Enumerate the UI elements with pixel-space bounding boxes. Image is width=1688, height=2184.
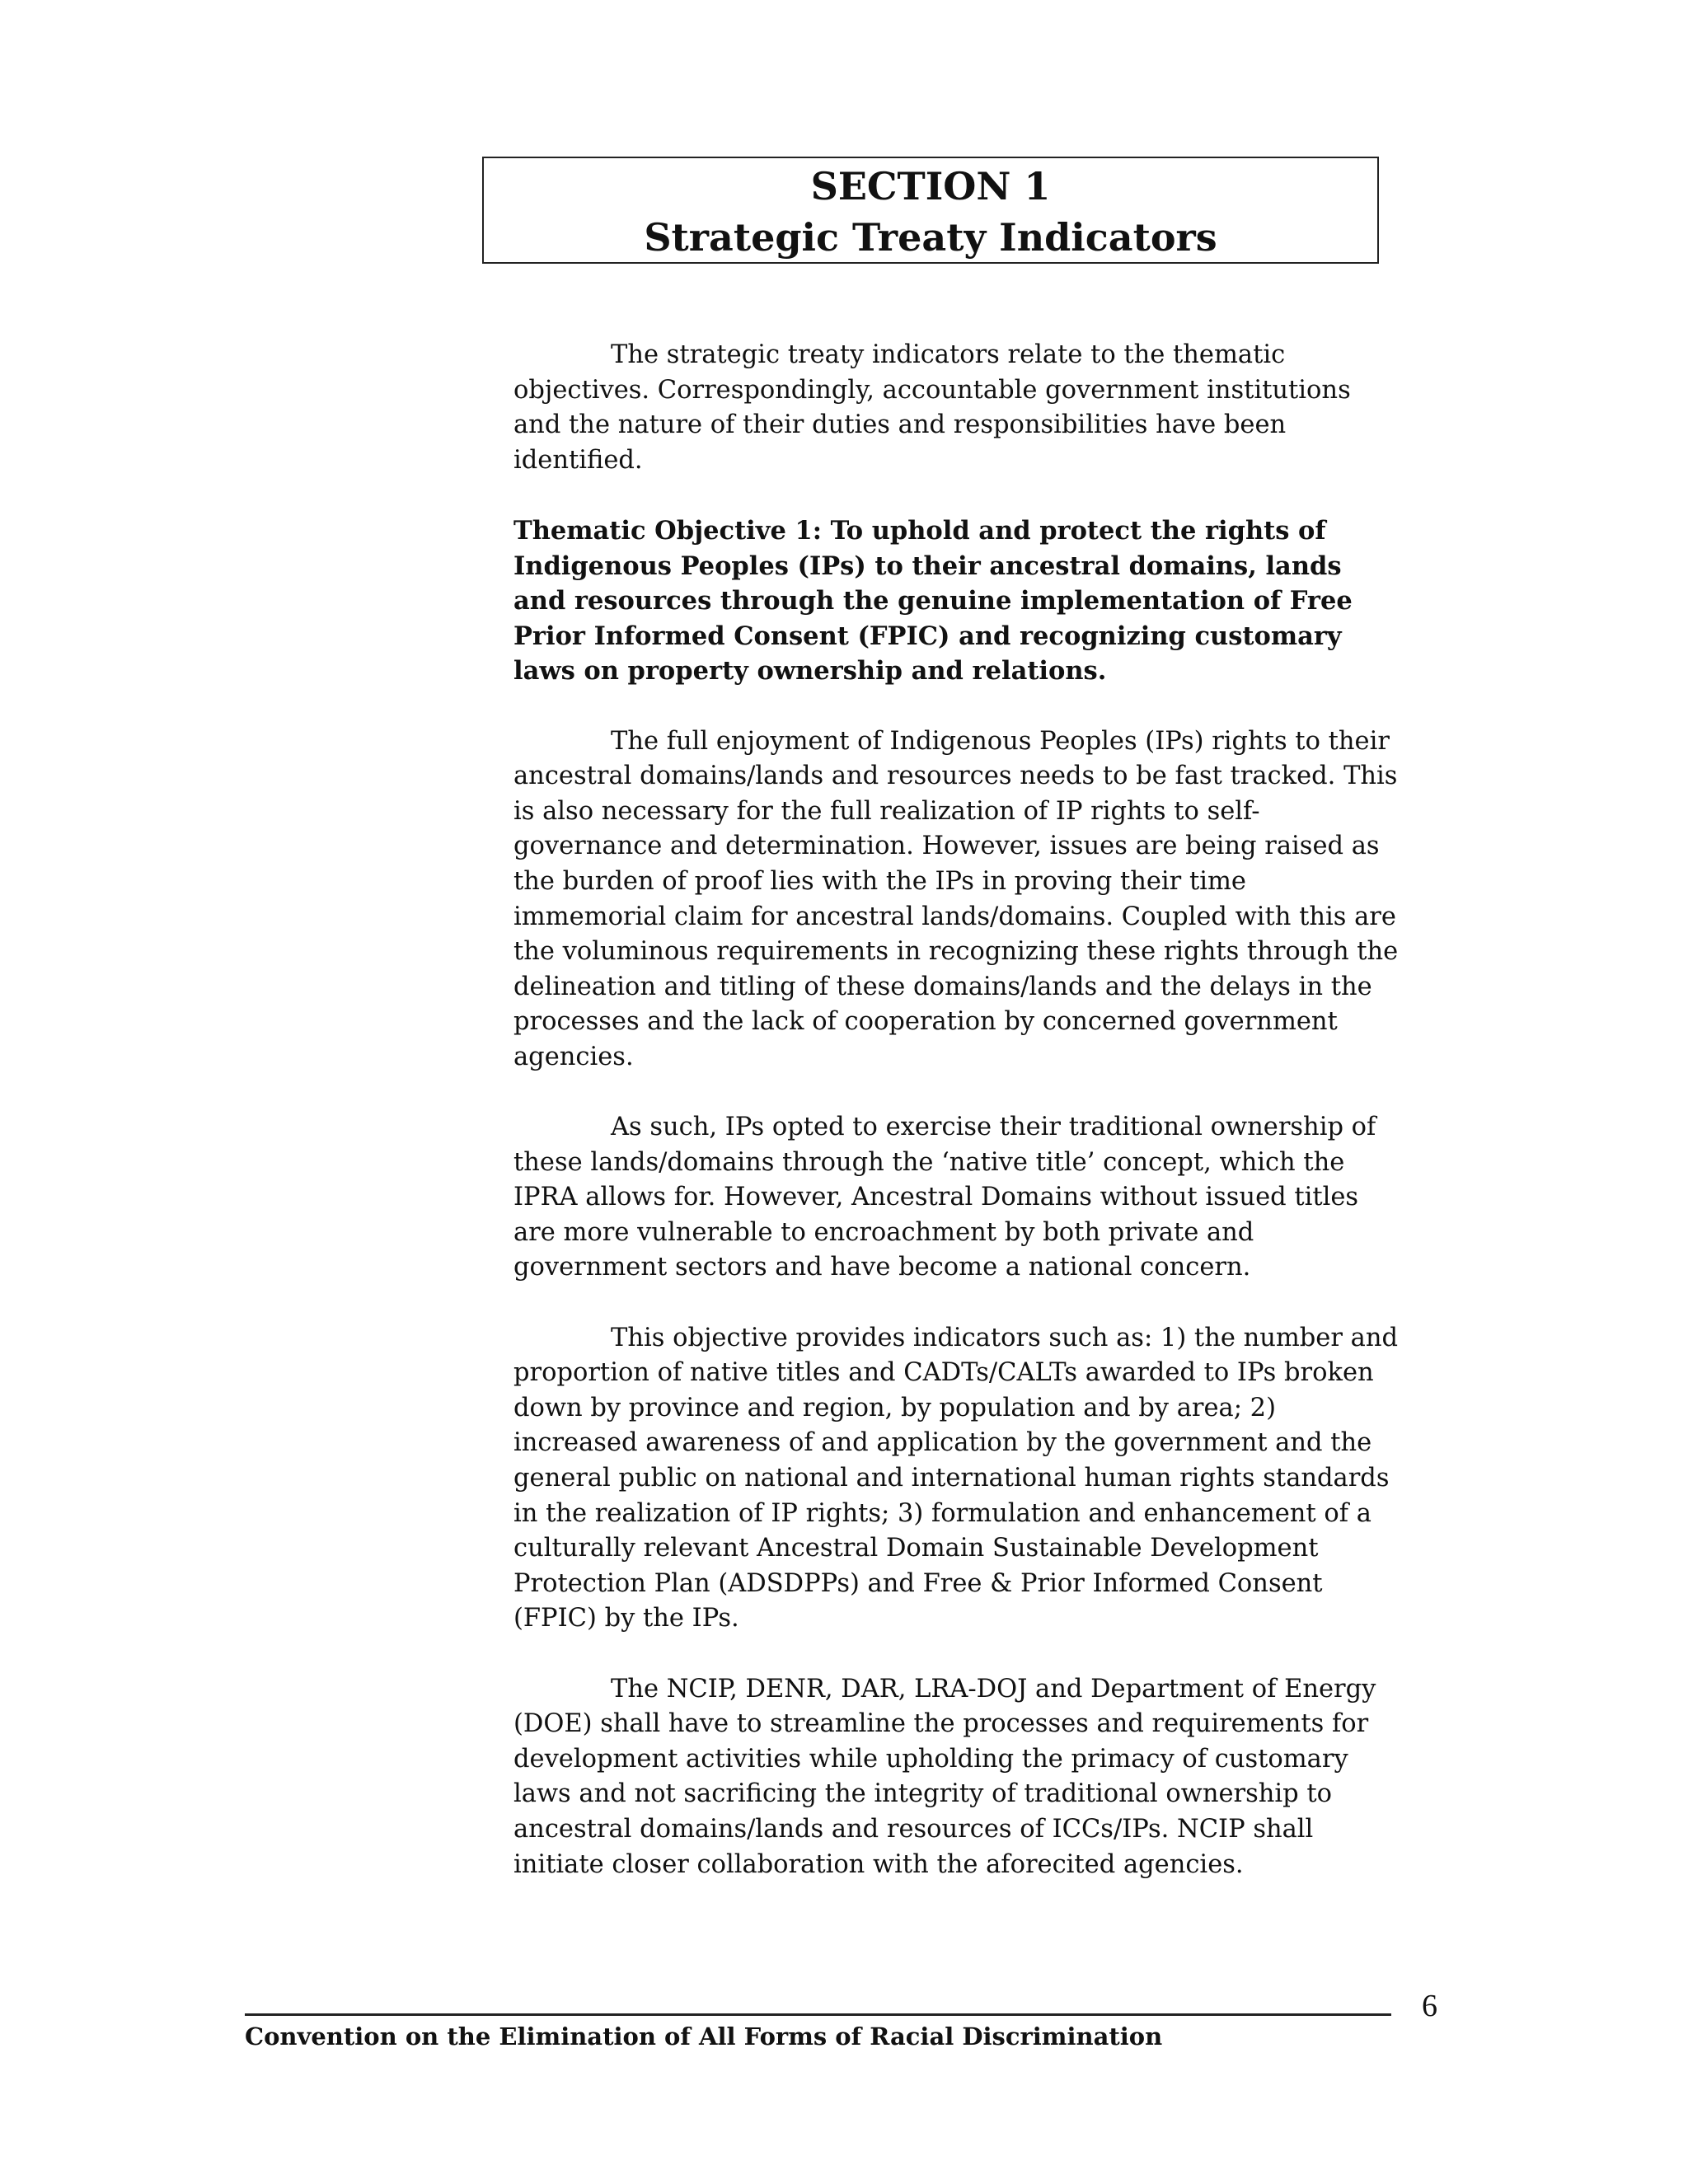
footer-document-title: Convention on the Elimination of All Forms of Racial Discrimination [245,2022,1163,2050]
intro-paragraph: The strategic treaty indicators relate to the thematic objectives. Correspondingly, accountable government institutions and the nature of their duties and responsibilities have been identified. [513,340,1351,475]
section-header-box [482,157,1379,264]
paragraph-full-enjoyment: The full enjoyment of Indigenous Peoples (IPs) rights to their ancestral domains/lands and resources needs to be fast tracked. This is also necessary for the full realization of IP rights to self-governance and determination. However, issues are being raised as the burden of proof lies with the IPs in proving their time immemorial claim for ancestral lands/domains. Coupled with this are the voluminous requirements in recognizing these rights through the delineation and titling of these domains/lands and the delays in the processes and the lack of cooperation by concerned government agencies. [513,726,1399,1071]
body-content [513,338,1400,1918]
section-label: SECTION 1 [810,164,1051,209]
paragraph-agencies: The NCIP, DENR, DAR, LRA-DOJ and Department of Energy (DOE) shall have to streamline the processes and requirements for development activities while upholding the primacy of customary laws and not sacrificing the integrity of traditional ownership to ancestral domains/lands and resources of ICCs/IPs. NCIP shall initiate closer collaboration with the aforecited agencies. [513,1674,1376,1879]
thematic-objective-heading: Thematic Objective 1: To uphold and protect the rights of Indigenous Peoples (IPs) to their ancestral domains, lands and resources through the genuine implementation of Free Prior Informed Consent (FPIC) and recognizing customary laws on property ownership and relations. [513,515,1353,687]
section-title: Strategic Treaty Indicators [644,215,1217,260]
paragraph-native-title: As such, IPs opted to exercise their traditional ownership of these lands/domains through the ‘native title’ concept, which the IPRA allows for. However, Ancestral Domains without issued titles are more vulnerable to encroachment by both private and government sectors and have become a national concern. [513,1113,1376,1282]
page-number: 6 [1422,1989,1437,2023]
paragraph-indicators: This objective provides indicators such as: 1) the number and proportion of native titles and CADTs/CALTs awarded to IPs broken down by province and region, by population and by area; 2) increased awareness of and application by the government and the general public on national and international human rights standards in the realization of IP rights; 3) formulation and enhancement of a culturally relevant Ancestral Domain Sustainable Development Protection Plan (ADSDPPs) and Free & Prior Informed Consent (FPIC) by the IPs. [513,1323,1398,1633]
footer-divider [245,2013,1391,2016]
